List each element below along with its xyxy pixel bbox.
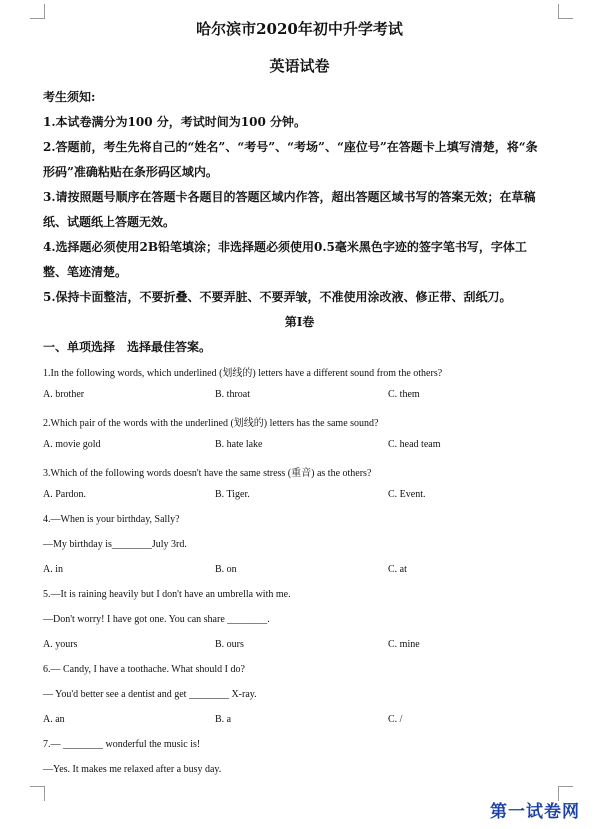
volume-heading: 第Ⅰ卷 <box>284 315 315 329</box>
notice-line: 纸、试题纸上答题无效。 <box>43 215 176 229</box>
option-b: B. ours <box>215 639 244 650</box>
site-watermark: 第一试卷网 <box>490 802 580 822</box>
notice-line: 4.选择题必须使用2B铅笔填涂；非选择题必须使用0.5毫米黑色字迹的签字笔书写，字体工 <box>43 240 527 254</box>
option-b: B. Tiger. <box>215 489 250 500</box>
exam-title: 哈尔滨市2020年初中升学考试 <box>196 20 403 38</box>
option-a: A. movie gold <box>43 439 101 450</box>
notice-line: 2.答题前，考生先将自己的“姓名”、“考号”、“考场”、“座位号”在答题卡上填写清楚，将“条 <box>43 140 538 154</box>
crop-mark-top-right <box>558 4 573 19</box>
option-a: A. Pardon. <box>43 489 87 500</box>
question-stem: —My birthday is________July 3rd. <box>43 539 187 550</box>
option-b: B. throat <box>215 389 250 400</box>
option-c: C. / <box>388 714 403 725</box>
question-stem: 3.Which of the following words doesn't have the same stress (重音) as the others? <box>43 468 372 479</box>
notice-line: 整、笔迹清楚。 <box>43 265 128 279</box>
question-stem: —Don't worry! I have got one. You can share ________. <box>43 614 270 625</box>
notice-line: 5.保持卡面整洁，不要折叠、不要弄脏、不要弄皱，不准使用涂改液、修正带、刮纸刀。 <box>43 290 512 304</box>
option-c: C. mine <box>388 639 420 650</box>
option-a: A. an <box>43 714 65 725</box>
option-a: A. brother <box>43 389 85 400</box>
option-b: B. hate lake <box>215 439 263 450</box>
exam-subtitle: 英语试卷 <box>269 57 330 75</box>
question-stem: 1.In the following words, which underlined (划线的) letters have a different sound from the others? <box>43 368 443 379</box>
crop-mark-top-left <box>30 4 45 19</box>
option-c: C. them <box>388 389 420 400</box>
section-heading: 一、单项选择 选择最佳答案。 <box>43 340 212 354</box>
option-c: C. Event. <box>388 489 426 500</box>
option-a: A. yours <box>43 639 78 650</box>
question-stem: — You'd better see a dentist and get ________ X-ray. <box>43 689 257 700</box>
option-b: B. a <box>215 714 232 725</box>
question-stem: 2.Which pair of the words with the underlined (划线的) letters has the same sound? <box>43 418 379 429</box>
question-stem: 4.—When is your birthday, Sally? <box>43 514 180 525</box>
question-stem: 5.—It is raining heavily but I don't have an umbrella with me. <box>43 589 291 600</box>
question-stem: —Yes. It makes me relaxed after a busy day. <box>43 764 222 775</box>
option-c: C. head team <box>388 439 441 450</box>
notice-line: 形码”准确粘贴在条形码区域内。 <box>43 165 218 179</box>
notice-heading: 考生须知: <box>43 90 96 104</box>
notice-line: 3.请按照题号顺序在答题卡各题目的答题区域内作答，超出答题区域书写的答案无效；在草稿 <box>43 190 536 204</box>
option-a: A. in <box>43 564 63 575</box>
notice-line: 1.本试卷满分为100 分，考试时间为100 分钟。 <box>43 115 306 129</box>
option-b: B. on <box>215 564 237 575</box>
crop-mark-bottom-left <box>30 786 45 801</box>
question-stem: 6.— Candy, I have a toothache. What should I do? <box>43 664 245 675</box>
question-stem: 7.— ________ wonderful the music is! <box>43 739 201 750</box>
option-c: C. at <box>388 564 407 575</box>
